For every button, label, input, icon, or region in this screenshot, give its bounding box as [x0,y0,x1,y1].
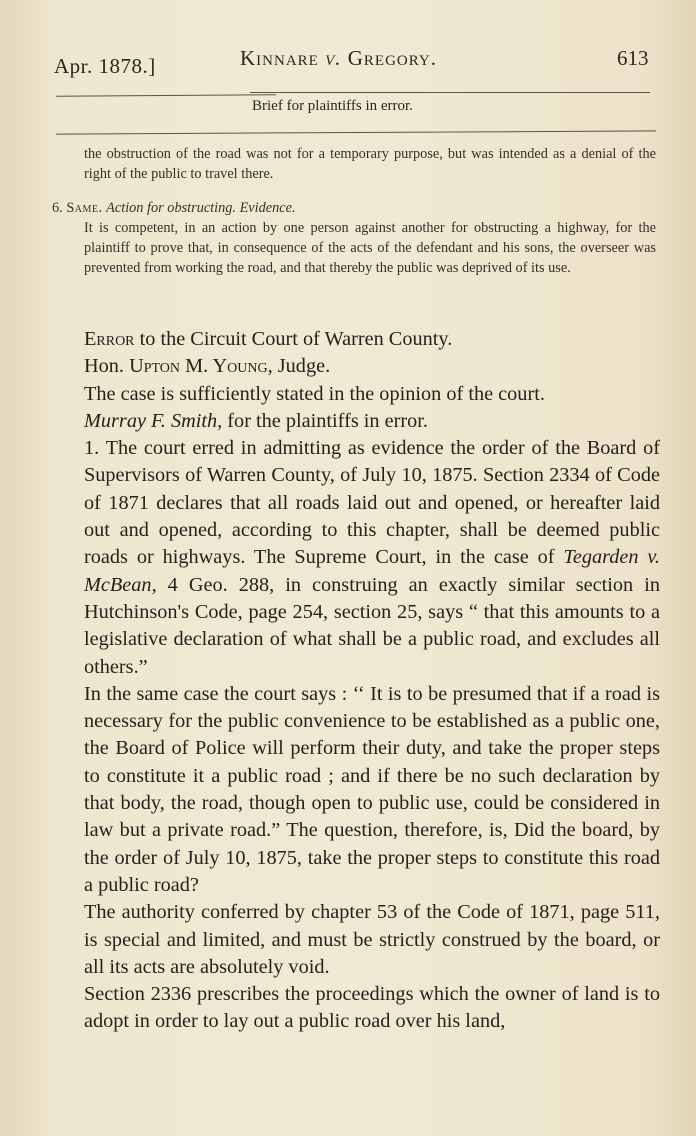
page-number: 613 [617,46,649,70]
headnote-item-number: 6. [52,200,63,216]
section-subhead: Brief for plaintiffs in error. [252,98,413,114]
headnote-item-title: Same. [66,200,103,216]
paragraph-1 [84,435,660,681]
rule-bottom [56,130,656,134]
paragraph-3: The authority conferred by chapter 53 of the Code of 1871, page 511, is special and limited, and must be strictly construed by the board, or all its acts are absolutely void. [84,901,660,978]
judge-line [84,353,660,380]
error-label: Error [84,328,135,350]
case-party-plaintiff: Kinnare [240,46,319,70]
counsel-text: for the plaintiffs in error. [227,409,428,432]
running-head-case-title [240,46,437,71]
headnote-continuation-text: the obstruction of the road was not for a temporary purpose, but was intended as a denial of the right of the public to travel there. [84,146,656,182]
counsel-name: Murray F. Smith, [84,409,223,432]
running-head-date: Apr. 1878.] [54,54,156,78]
rule-top [250,92,650,93]
brief-body [84,326,660,1036]
judge-title: Judge. [277,355,331,378]
error-text: to the Circuit Court of Warren County. [139,328,453,350]
judge-label: Hon. [84,355,124,378]
paragraph-1-b: 4 Geo. 288, in construing an exactly similar section in Hutchinson's Code, page 254, section 25, says “ that this amounts to a legislative declaration of what shall be a public road, and excludes all others.” [84,573,660,678]
headnote-item-subtitle: Action for obstructing. Evidence. [106,200,296,216]
headnote-item [52,198,656,278]
paragraph-2: In the same case the court says : ‘‘ It is to be presumed that if a road is necessary for the public convenience to be established as a public one, the Board of Police will perform their duty, and take the proper steps to constitute it a public road ; and if there be no such declaration by that body, the road, though open to public use, could be considered in law but a private road.” The question, therefore, is, Did the board, by the order of July 10, 1875, take the proper steps to constitute this road a public road? [84,682,660,896]
case-versus: v. [325,46,342,70]
error-line [84,326,660,353]
running-head [0,44,696,84]
case-party-defendant: Gregory. [347,46,438,70]
headnote-item-text: It is competent, in an action by one person against another for obstructing a highway, for the plaintiff to prove that, in consequence of the acts of the defendant and his sons, the overseer was prevented from working the road, and that thereby the public was deprived of its use. [84,220,656,276]
case-stated: The case is sufficiently stated in the opinion of the court. [84,382,545,405]
counsel-line [84,408,660,435]
rule-top-left [56,94,276,97]
paragraph-1-a: 1. The court erred in admitting as evidence the order of the Board of Supervisors of Warren County, of July 10, 1875. Section 2334 of Code of 1871 declares that all roads laid out and opened, or hereafter laid out and opened, according to this chapter, shall be deemed public roads or highways. The Supreme Court, in the case of [84,437,660,569]
cited-case: Tegarden v. McBean, [84,546,660,596]
headnote-continuation [84,144,656,184]
paragraph-4: Section 2336 prescribes the proceedings which the owner of land is to adopt in order to lay out a public road over his land, [84,983,660,1033]
judge-name: Upton M. Young, [129,355,273,378]
headnote-item-heading [52,198,656,218]
